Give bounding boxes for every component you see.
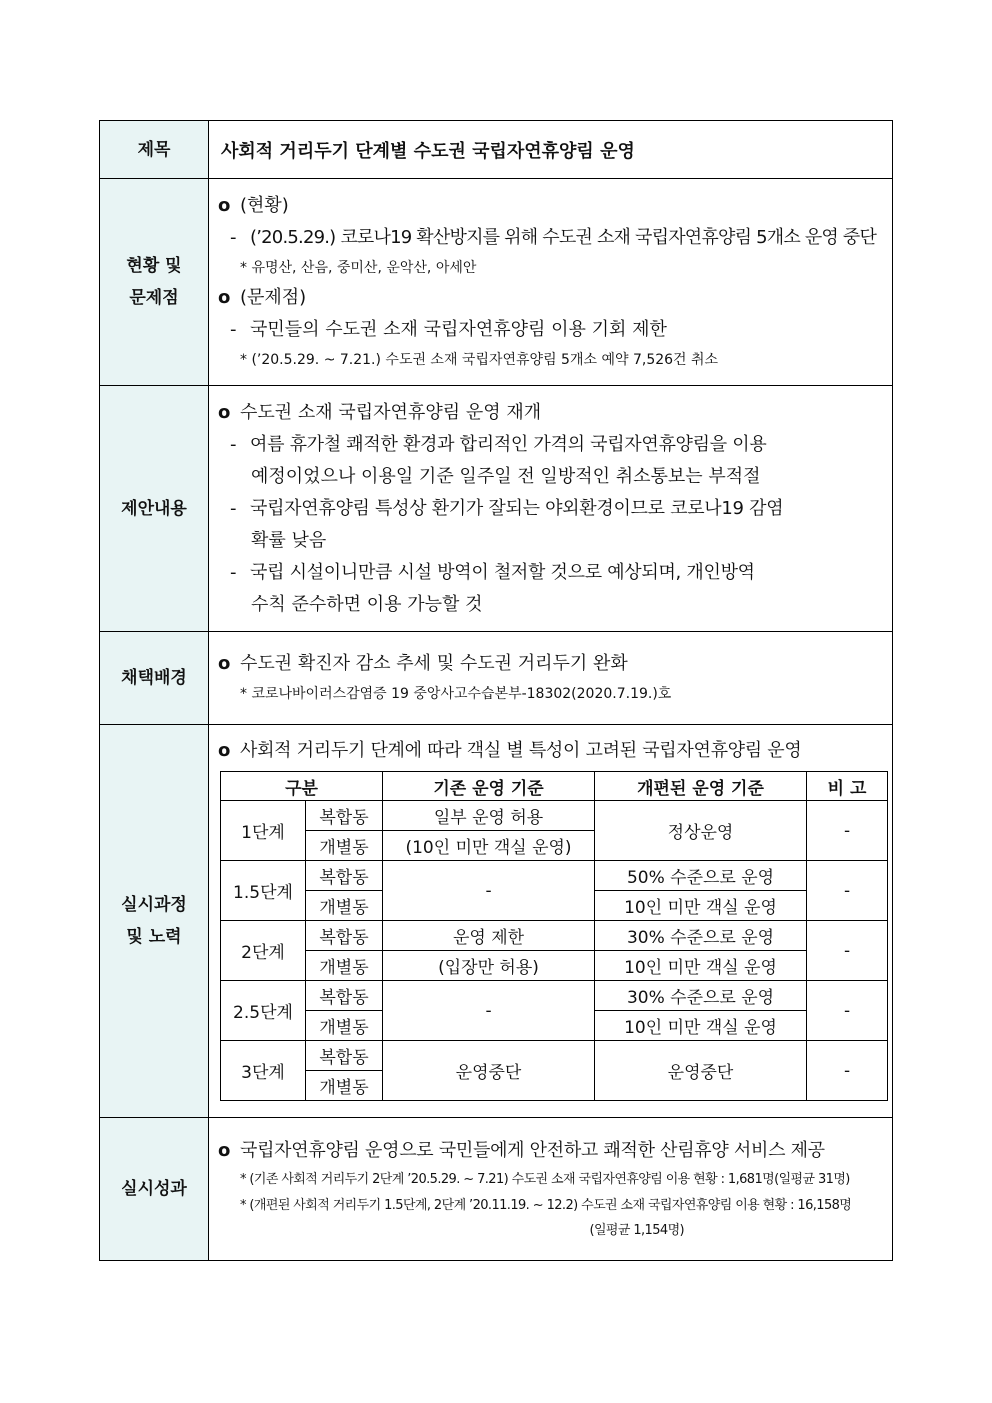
results-content bbox=[209, 1118, 893, 1261]
new-standard-cell: 50% 수준으로 운영 bbox=[595, 861, 807, 891]
old-standard-cell: 운영중단 bbox=[383, 1041, 595, 1101]
process-row bbox=[100, 725, 893, 1118]
status-note-forests: * 유명산, 산음, 중미산, 운악산, 아세안 bbox=[240, 260, 477, 276]
process-bullet bbox=[218, 735, 884, 767]
old-standard-cell: - bbox=[383, 861, 595, 921]
results-note-revised: * (개편된 사회적 거리두기 1.5단계, 2단계 ’20.11.19. ~ 12.2) 수도권 소재 국립자연휴양림 이용 현황 : 16,158명 bbox=[240, 1198, 852, 1213]
background-bullet bbox=[218, 648, 884, 680]
bullet-marker: o bbox=[218, 1140, 231, 1161]
proposal-bullet-text: 수도권 소재 국립자연휴양림 운영 재개 bbox=[240, 401, 542, 423]
old-standard-cell: 운영 제한 bbox=[383, 921, 595, 951]
title-row bbox=[100, 121, 893, 179]
results-bullet bbox=[218, 1135, 884, 1167]
new-standard-cell: 정상운영 bbox=[595, 801, 807, 861]
old-standard-cell: 일부 운영 허용 bbox=[383, 801, 595, 831]
status-row bbox=[100, 179, 893, 386]
table-row bbox=[221, 801, 888, 831]
status-label-line2: 문제점 bbox=[129, 288, 179, 308]
process-content bbox=[209, 725, 893, 1118]
old-standard-cell: (10인 미만 객실 운영) bbox=[383, 831, 595, 861]
table-row bbox=[221, 861, 888, 891]
header-remarks: 비 고 bbox=[807, 772, 888, 801]
stage-cell: 1.5단계 bbox=[221, 861, 306, 921]
proposal-row bbox=[100, 386, 893, 632]
status-label bbox=[100, 179, 209, 386]
table-row bbox=[221, 981, 888, 1011]
dash-marker: - bbox=[230, 433, 237, 455]
proposal-document-table bbox=[99, 120, 893, 1261]
background-row bbox=[100, 632, 893, 725]
building-type-cell: 복합동 bbox=[306, 801, 383, 831]
old-standard-cell: (입장만 허용) bbox=[383, 951, 595, 981]
background-content bbox=[209, 632, 893, 725]
building-type-cell: 복합동 bbox=[306, 861, 383, 891]
table-row bbox=[221, 921, 888, 951]
table-header-row bbox=[221, 772, 888, 801]
bullet-marker: o bbox=[218, 287, 231, 308]
proposal-item-1 bbox=[218, 429, 884, 461]
proposal-bullet bbox=[218, 397, 884, 429]
proposal-item-2-line2: 확률 낮음 bbox=[251, 529, 327, 551]
proposal-item-2-line1: 국립자연휴양림 특성상 환기가 잘되는 야외환경이므로 코로나19 감염 bbox=[250, 497, 784, 519]
table-row bbox=[221, 1041, 888, 1071]
background-label bbox=[100, 632, 209, 725]
status-bullet-problem bbox=[218, 282, 884, 314]
process-bullet-text: 사회적 거리두기 단계에 따라 객실 별 특성이 고려된 국립자연휴양림 운영 bbox=[240, 740, 802, 761]
process-label-line1: 실시과정 bbox=[121, 895, 187, 915]
stage-cell: 2.5단계 bbox=[221, 981, 306, 1041]
results-label-text: 실시성과 bbox=[121, 1179, 187, 1199]
dash-marker: - bbox=[230, 319, 237, 340]
results-note-previous: * (기존 사회적 거리두기 2단계 ’20.5.29. ~ 7.21) 수도권 소재 국립자연휴양림 이용 현황 : 1,681명(일평균 31명) bbox=[240, 1172, 850, 1187]
results-bullet-text: 국립자연휴양림 운영으로 국민들에게 안전하고 쾌적한 산림휴양 서비스 제공 bbox=[240, 1140, 825, 1161]
header-old-standard: 기존 운영 기준 bbox=[383, 772, 595, 801]
operation-standards-table bbox=[220, 771, 888, 1101]
dash-marker: - bbox=[230, 561, 237, 583]
status-dash2-text: 국민들의 수도권 소재 국립자연휴양림 이용 기회 제한 bbox=[250, 319, 667, 340]
building-type-cell: 개별동 bbox=[306, 891, 383, 921]
dash-marker: - bbox=[230, 227, 236, 248]
remarks-cell: - bbox=[807, 981, 888, 1041]
table-row bbox=[221, 951, 888, 981]
status-dash1-text: (’20.5.29.) 코로나19 확산방지를 위해 수도권 소재 국립자연휴양림 5개소 운영 중단 bbox=[250, 227, 877, 248]
status-content bbox=[209, 179, 893, 386]
building-type-cell: 복합동 bbox=[306, 981, 383, 1011]
proposal-label bbox=[100, 386, 209, 632]
old-standard-cell: - bbox=[383, 981, 595, 1041]
proposal-label-text: 제안내용 bbox=[121, 498, 187, 519]
dash-marker: - bbox=[230, 497, 237, 519]
document-title: 사회적 거리두기 단계별 수도권 국립자연휴양림 운영 bbox=[209, 121, 893, 179]
building-type-cell: 복합동 bbox=[306, 1041, 383, 1071]
new-standard-cell: 10인 미만 객실 운영 bbox=[595, 891, 807, 921]
status-note-cancellations: * (’20.5.29. ~ 7.21.) 수도권 소재 국립자연휴양림 5개소 예약 7,526건 취소 bbox=[240, 352, 719, 368]
bullet-marker: o bbox=[218, 653, 231, 674]
background-note: * 코로나바이러스감염증 19 중앙사고수습본부-18302(2020.7.19.)호 bbox=[240, 686, 672, 702]
status-dash-problem bbox=[218, 314, 884, 346]
proposal-item-2 bbox=[218, 493, 884, 525]
stage-cell: 3단계 bbox=[221, 1041, 306, 1101]
remarks-cell: - bbox=[807, 1041, 888, 1101]
stage-cell: 1단계 bbox=[221, 801, 306, 861]
building-type-cell: 개별동 bbox=[306, 831, 383, 861]
bullet-marker: o bbox=[218, 740, 231, 761]
title-label-text: 제목 bbox=[137, 139, 171, 160]
results-note-revised-average: (일평균 1,154명) bbox=[589, 1223, 684, 1238]
new-standard-cell: 운영중단 bbox=[595, 1041, 807, 1101]
building-type-cell: 복합동 bbox=[306, 921, 383, 951]
new-standard-cell: 30% 수준으로 운영 bbox=[595, 981, 807, 1011]
status-bullet1-text: (현황) bbox=[240, 195, 289, 216]
proposal-item-1-line2: 예정이었으나 이용일 기준 일주일 전 일방적인 취소통보는 부적절 bbox=[251, 465, 761, 487]
status-bullet-current bbox=[218, 190, 884, 222]
status-bullet2-text: (문제점) bbox=[240, 287, 307, 308]
remarks-cell: - bbox=[807, 801, 888, 861]
remarks-cell: - bbox=[807, 861, 888, 921]
status-label-line1: 현황 및 bbox=[126, 256, 182, 276]
remarks-cell: - bbox=[807, 921, 888, 981]
building-type-cell: 개별동 bbox=[306, 1011, 383, 1041]
header-new-standard: 개편된 운영 기준 bbox=[595, 772, 807, 801]
header-category: 구분 bbox=[221, 772, 383, 801]
status-dash-current bbox=[218, 222, 884, 254]
process-label-line2: 및 노력 bbox=[126, 927, 182, 947]
results-label bbox=[100, 1118, 209, 1261]
proposal-item-3-line2: 수칙 준수하면 이용 가능할 것 bbox=[251, 593, 483, 615]
stage-cell: 2단계 bbox=[221, 921, 306, 981]
process-label bbox=[100, 725, 209, 1118]
new-standard-cell: 30% 수준으로 운영 bbox=[595, 921, 807, 951]
building-type-cell: 개별동 bbox=[306, 1071, 383, 1101]
building-type-cell: 개별동 bbox=[306, 951, 383, 981]
new-standard-cell: 10인 미만 객실 운영 bbox=[595, 1011, 807, 1041]
proposal-item-3-line1: 국립 시설이니만큼 시설 방역이 철저할 것으로 예상되며, 개인방역 bbox=[250, 561, 755, 583]
proposal-item-1-line1: 여름 휴가철 쾌적한 환경과 합리적인 가격의 국립자연휴양림을 이용 bbox=[250, 433, 767, 455]
results-row bbox=[100, 1118, 893, 1261]
proposal-item-3 bbox=[218, 557, 884, 589]
bullet-marker: o bbox=[218, 401, 231, 423]
title-label bbox=[100, 121, 209, 179]
background-bullet-text: 수도권 확진자 감소 추세 및 수도권 거리두기 완화 bbox=[240, 653, 628, 674]
proposal-content bbox=[209, 386, 893, 632]
background-label-text: 채택배경 bbox=[121, 668, 187, 688]
bullet-marker: o bbox=[218, 195, 231, 216]
new-standard-cell: 10인 미만 객실 운영 bbox=[595, 951, 807, 981]
